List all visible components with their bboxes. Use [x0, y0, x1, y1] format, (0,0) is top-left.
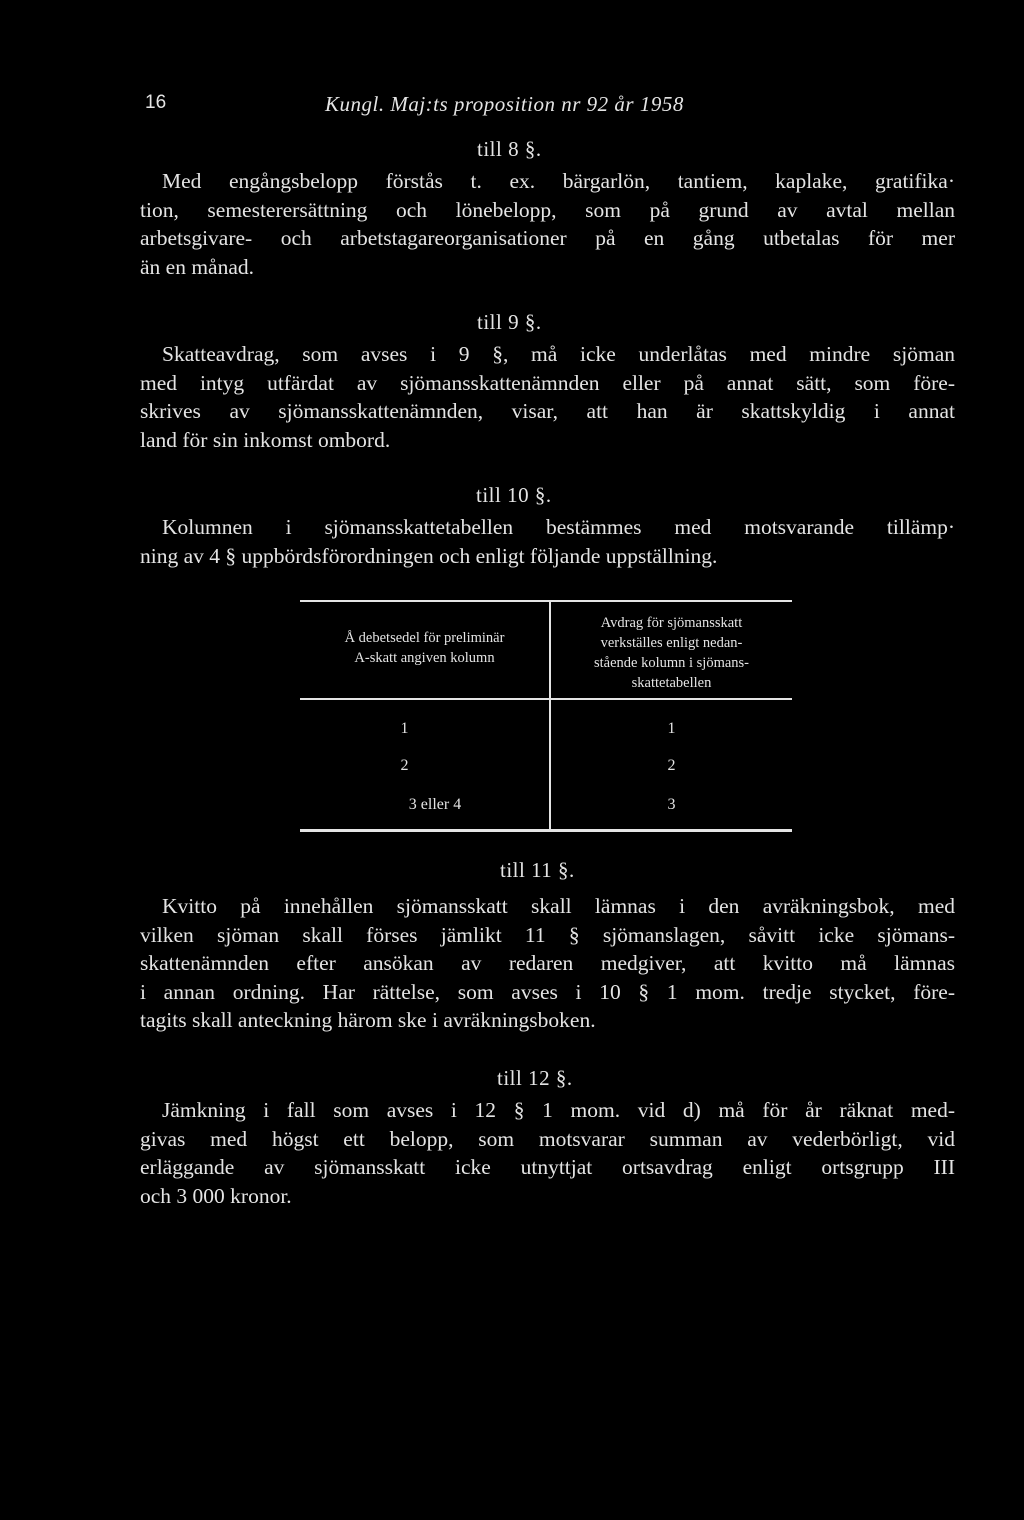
paragraph-line: och 3 000 kronor. [140, 1183, 292, 1208]
paragraph-line: vilken sjöman skall förses jämlikt 11 § sjömanslagen, såvitt icke sjömans- [140, 922, 955, 947]
table-header-line: skattetabellen [631, 675, 712, 691]
table-cell: 2 [667, 757, 676, 774]
section-paragraph-12 [140, 1096, 955, 1210]
table-header-line: verkställes enligt nedan- [600, 635, 743, 651]
column-mapping-table [300, 600, 792, 832]
table-header-line: stående kolumn i sjömans- [593, 655, 750, 671]
table-header-line: Avdrag för sjömansskatt [600, 615, 743, 631]
paragraph-line: Kvitto på innehållen sjömansskatt skall lämnas i den avräkningsbok, med [162, 894, 955, 918]
paragraph-line: tagits skall anteckning härom ske i avräkningsboken. [140, 1008, 596, 1033]
section-heading-8: till 8 §. [477, 137, 542, 161]
paragraph-line: Jämkning i fall som avses i 12 § 1 mom. vid d) må för år räknat med- [162, 1098, 955, 1122]
section-paragraph-10 [140, 513, 955, 570]
section-paragraph-9 [140, 340, 955, 454]
section-heading-11: till 11 §. [500, 858, 575, 882]
table-cell: 3 [667, 796, 676, 813]
table-cell: 2 [400, 757, 409, 774]
paragraph-line: Med engångsbelopp förstås t. ex. bärgarlön, tantiem, kaplake, gratifika· [162, 169, 955, 193]
table-header-cell [300, 628, 549, 668]
table-cell: 1 [667, 720, 676, 737]
section-heading-9: till 9 §. [477, 310, 542, 334]
paragraph-line: ning av 4 § uppbördsförordningen och enligt följande uppställning. [140, 543, 718, 568]
table-header-rule [300, 698, 792, 700]
paragraph-line: tion, semesterersättning och lönebelopp, som på grund av avtal mellan [140, 197, 955, 222]
page-number: 16 [145, 92, 167, 113]
section-heading-12: till 12 §. [497, 1066, 573, 1090]
paragraph-line: Kolumnen i sjömansskattetabellen bestämmes med motsvarande tillämp· [162, 515, 955, 539]
table-cell: 3 eller 4 [408, 796, 462, 813]
paragraph-line: än en månad. [140, 254, 255, 279]
table-header-line: A-skatt angiven kolumn [354, 650, 495, 666]
paragraph-line: erläggande av sjömansskatt icke utnyttjat ortsavdrag enligt ortsgrupp III [140, 1155, 955, 1180]
running-title: Kungl. Maj:ts proposition nr 92 år 1958 [325, 92, 684, 116]
paragraph-line: med intyg utfärdat av sjömansskattenämnden eller på annat sätt, som före- [140, 370, 955, 395]
paragraph-line: arbetsgivare- och arbetstagareorganisationer på en gång utbetalas för mer [140, 226, 955, 251]
section-paragraph-11 [140, 892, 955, 1035]
paragraph-line: land för sin inkomst ombord. [140, 427, 391, 452]
section-paragraph-8 [140, 167, 955, 281]
table-top-rule [300, 600, 792, 602]
table-cell: 1 [400, 720, 409, 737]
table-header-line: Å debetsedel för preliminär [344, 630, 505, 646]
table-header-cell [551, 613, 792, 693]
paragraph-line: i annan ordning. Har rättelse, som avses i 10 § 1 mom. tredje stycket, före- [140, 979, 955, 1004]
paragraph-line: Skatteavdrag, som avses i 9 §, må icke underlåtas med mindre sjöman [162, 342, 955, 366]
paragraph-line: givas med högst ett belopp, som motsvarar summan av vederbörligt, vid [140, 1126, 955, 1151]
paragraph-line: skrives av sjömansskattenämnden, visar, att han är skattskyldig i annat [140, 399, 955, 424]
section-heading-10: till 10 §. [476, 483, 552, 507]
paragraph-line: skattenämnden efter ansökan av redaren medgiver, att kvitto må lämnas [140, 951, 955, 976]
table-bottom-rule [300, 829, 792, 832]
page-header [145, 92, 805, 122]
